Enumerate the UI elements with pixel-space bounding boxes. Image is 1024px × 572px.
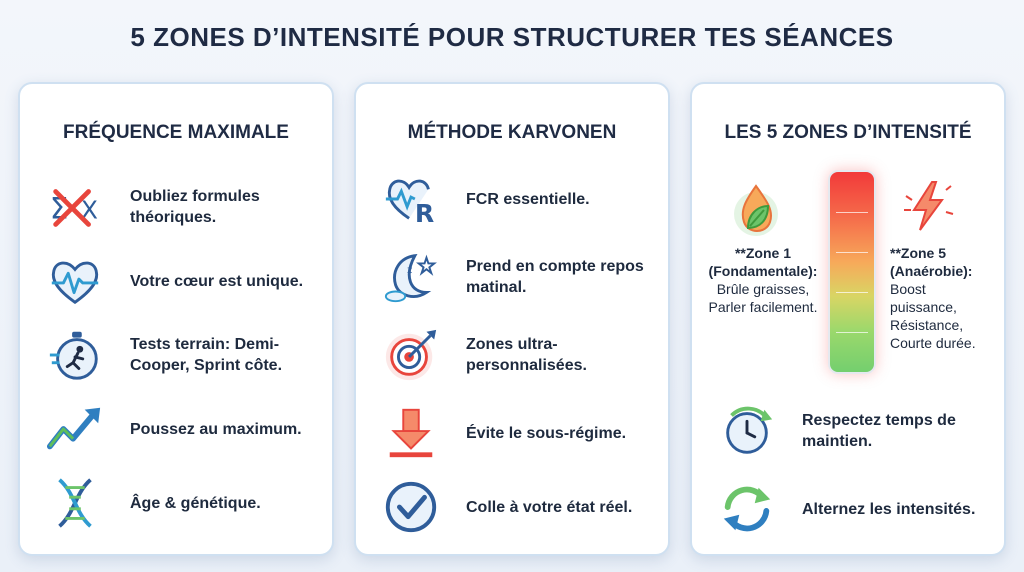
svg-text:z: z (407, 265, 413, 277)
item-text: Tests terrain: Demi-Cooper, Sprint côte. (130, 336, 283, 374)
item-text: Poussez au maximum. (130, 420, 302, 438)
list-item (378, 244, 654, 310)
page-title: 5 ZONES D’INTENSITÉ POUR STRUCTURER TES SÉANCES (130, 22, 894, 52)
list-item (714, 476, 990, 542)
cycle-arrows-icon (714, 476, 780, 542)
item-text: Oubliez formules théoriques. (130, 188, 260, 226)
heart-rate-r-icon (378, 166, 444, 232)
zone5-line: Courte durée. (890, 335, 976, 351)
zone1-subhead: (Fondamentale): (708, 263, 818, 279)
zone5-head: **Zone 5 (890, 245, 947, 261)
zone1-head: **Zone 1 (734, 245, 791, 261)
trend-up-arrow-icon (42, 396, 108, 462)
svg-text:X: X (80, 195, 99, 225)
dna-icon (42, 470, 108, 536)
svg-text:Σ: Σ (49, 191, 69, 226)
list-item (378, 322, 654, 388)
down-arrow-icon (378, 400, 444, 466)
zone1-line: Parler facilement. (708, 299, 818, 315)
zone5-subhead: (Anaérobie): (890, 263, 973, 279)
target-arrow-icon (378, 322, 444, 388)
list-item (378, 400, 654, 466)
item-text: Respectez temps de maintien. (802, 412, 956, 450)
svg-text:R: R (414, 199, 435, 228)
item-text: Évite le sous-régime. (466, 424, 627, 442)
item-text: Zones ultra-personnalisées. (466, 336, 587, 374)
item-text: Colle à votre état réel. (466, 498, 633, 516)
check-circle-icon (378, 474, 444, 540)
leaf-flame-icon (726, 180, 786, 240)
zone1-description (698, 244, 828, 316)
list-item (42, 396, 318, 462)
item-text: Alternez les intensités. (802, 500, 976, 518)
crossed-formula-icon (42, 174, 108, 240)
zone5-line: puissance, (890, 299, 957, 315)
item-text: Âge & génétique. (130, 494, 261, 512)
list-item (42, 470, 318, 536)
clock-refresh-icon (714, 398, 780, 464)
card-title: FRÉQUENCE MAXIMALE (63, 122, 289, 143)
list-item (714, 398, 990, 464)
list-item (378, 474, 654, 540)
intensity-gauge (828, 170, 876, 374)
zone1-line: Brûle graisses, (716, 281, 810, 297)
zone5-description (890, 244, 1002, 352)
item-text: Votre cœur est unique. (130, 272, 304, 290)
moon-sleep-icon (378, 244, 444, 310)
item-text: FCR essentielle. (466, 190, 590, 208)
zone5-line: Résistance, (890, 317, 964, 333)
card-methode-karvonen (354, 82, 670, 556)
card-title: LES 5 ZONES D’INTENSITÉ (724, 122, 972, 143)
list-item (42, 248, 318, 314)
lightning-icon (898, 176, 958, 236)
stopwatch-runner-icon (42, 322, 108, 388)
card-title: MÉTHODE KARVONEN (407, 122, 617, 143)
zone5-line: Boost (890, 281, 926, 297)
heart-pulse-icon (42, 248, 108, 314)
card-frequence-maximale (18, 82, 334, 556)
item-text: Prend en compte repos matinal. (466, 258, 644, 296)
list-item (42, 322, 318, 388)
card-les-5-zones (690, 82, 1006, 556)
list-item (378, 166, 654, 232)
list-item (42, 174, 318, 240)
